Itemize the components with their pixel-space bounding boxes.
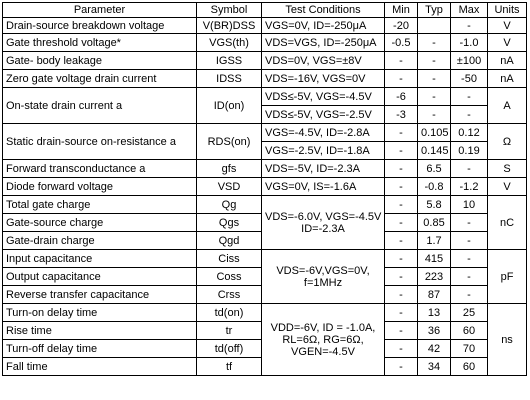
max-cell: - [451, 214, 488, 232]
max-cell: 25 [451, 304, 488, 322]
condition-cell: VGS=-4.5V, ID=-2.8A [262, 124, 385, 142]
unit-cell: V [488, 178, 527, 196]
param-cell: Gate-drain charge [3, 232, 197, 250]
table-row [3, 52, 527, 70]
param-cell: Forward transconductance a [3, 160, 197, 178]
unit-cell: nA [488, 52, 527, 70]
condition-cell: VGS=0V, ID=-250μA [262, 18, 385, 34]
condition-line: VGEN=-4.5V [291, 345, 355, 358]
typ-cell: - [418, 70, 451, 88]
param-cell: Drain-source breakdown voltage [3, 18, 197, 34]
max-cell: - [451, 268, 488, 286]
param-cell: Turn-on delay time [3, 304, 197, 322]
min-cell: -0.5 [385, 34, 418, 52]
symbol-cell: VGS(th) [197, 34, 262, 52]
typ-cell: 13 [418, 304, 451, 322]
column-header-parameter: Parameter [3, 3, 197, 18]
typ-cell: 0.85 [418, 214, 451, 232]
min-cell: -3 [385, 106, 418, 124]
column-header-max: Max [451, 3, 488, 18]
param-cell: Zero gate voltage drain current [3, 70, 197, 88]
symbol-cell: Qgs [197, 214, 262, 232]
column-header-test-conditions: Test Conditions [262, 3, 385, 18]
min-cell: -6 [385, 88, 418, 106]
condition-cell: VDS=0V, VGS=±8V [262, 52, 385, 70]
max-cell: -1.0 [451, 34, 488, 52]
capacitance-conditions [262, 250, 385, 304]
symbol-cell: gfs [197, 160, 262, 178]
param-cell: Fall time [3, 358, 197, 376]
unit-cell: Ω [488, 124, 527, 160]
typ-cell: 6.5 [418, 160, 451, 178]
param-cell: Total gate charge [3, 196, 197, 214]
max-cell: -50 [451, 70, 488, 88]
unit-cell: nA [488, 70, 527, 88]
symbol-cell: ID(on) [197, 88, 262, 124]
min-cell: - [385, 286, 418, 304]
typ-cell: 36 [418, 322, 451, 340]
symbol-cell: IGSS [197, 52, 262, 70]
min-cell: - [385, 268, 418, 286]
table-row [3, 160, 527, 178]
table-row [3, 196, 527, 214]
symbol-cell: VSD [197, 178, 262, 196]
column-header-min: Min [385, 3, 418, 18]
typ-cell: 223 [418, 268, 451, 286]
param-cell: Rise time [3, 322, 197, 340]
unit-cell: pF [488, 250, 527, 304]
typ-cell: 415 [418, 250, 451, 268]
typ-cell: 0.145 [418, 142, 451, 160]
specifications-table [2, 2, 527, 376]
typ-cell: - [418, 52, 451, 70]
unit-cell: V [488, 18, 527, 34]
max-cell: -1.2 [451, 178, 488, 196]
symbol-cell: Qg [197, 196, 262, 214]
max-cell: 0.12 [451, 124, 488, 142]
max-cell: 70 [451, 340, 488, 358]
max-cell: - [451, 160, 488, 178]
condition-cell: VGS=0V, IS=-1.6A [262, 178, 385, 196]
typ-cell: 42 [418, 340, 451, 358]
typ-cell: 1.7 [418, 232, 451, 250]
typ-cell: 34 [418, 358, 451, 376]
min-cell: - [385, 340, 418, 358]
min-cell: - [385, 160, 418, 178]
min-cell: - [385, 232, 418, 250]
max-cell: - [451, 88, 488, 106]
typ-cell: -0.8 [418, 178, 451, 196]
symbol-cell: td(off) [197, 340, 262, 358]
symbol-cell: V(BR)DSS [197, 18, 262, 34]
condition-cell: VDS=VGS, ID=-250μA [262, 34, 385, 52]
table-row [3, 88, 527, 106]
min-cell: - [385, 304, 418, 322]
min-cell: - [385, 250, 418, 268]
table-header-row [3, 3, 527, 18]
param-cell: Static drain-source on-resistance a [3, 124, 197, 160]
condition-cell: VDS≤-5V, VGS=-2.5V [262, 106, 385, 124]
table-row [3, 178, 527, 196]
typ-cell: - [418, 88, 451, 106]
param-cell: Gate threshold voltage* [3, 34, 197, 52]
min-cell: - [385, 124, 418, 142]
table-row [3, 250, 527, 268]
symbol-cell: Ciss [197, 250, 262, 268]
column-header-units: Units [488, 3, 527, 18]
symbol-cell: Coss [197, 268, 262, 286]
symbol-cell: Qgd [197, 232, 262, 250]
max-cell: 60 [451, 358, 488, 376]
param-cell: Gate- body leakage [3, 52, 197, 70]
param-cell: Reverse transfer capacitance [3, 286, 197, 304]
unit-cell: A [488, 88, 527, 124]
min-cell: - [385, 142, 418, 160]
max-cell: - [451, 250, 488, 268]
typ-cell: - [418, 34, 451, 52]
condition-line: VDS=-6V,VGS=0V, [276, 264, 370, 277]
typ-cell: 0.105 [418, 124, 451, 142]
min-cell: - [385, 178, 418, 196]
max-cell: - [451, 106, 488, 124]
column-header-symbol: Symbol [197, 3, 262, 18]
symbol-cell: tf [197, 358, 262, 376]
condition-line: VDS=-6.0V, VGS=-4.5V [265, 210, 382, 223]
max-cell: ±100 [451, 52, 488, 70]
table-row [3, 70, 527, 88]
typ-cell: 87 [418, 286, 451, 304]
switching-conditions [262, 304, 385, 376]
condition-cell: VGS=-2.5V, ID=-1.8A [262, 142, 385, 160]
symbol-cell: td(on) [197, 304, 262, 322]
symbol-cell: Crss [197, 286, 262, 304]
typ-cell: - [418, 106, 451, 124]
param-cell: Diode forward voltage [3, 178, 197, 196]
min-cell: - [385, 70, 418, 88]
symbol-cell: IDSS [197, 70, 262, 88]
typ-cell: 5.8 [418, 196, 451, 214]
condition-cell: VDS=-16V, VGS=0V [262, 70, 385, 88]
max-cell: - [451, 286, 488, 304]
min-cell: - [385, 322, 418, 340]
min-cell: - [385, 196, 418, 214]
param-cell: Input capacitance [3, 250, 197, 268]
unit-cell: ns [488, 304, 527, 376]
param-cell: Gate-source charge [3, 214, 197, 232]
typ-cell [418, 18, 451, 34]
param-cell: Output capacitance [3, 268, 197, 286]
table-row [3, 124, 527, 142]
condition-line: RL=6Ω, RG=6Ω, [282, 333, 364, 346]
unit-cell: V [488, 34, 527, 52]
condition-line: VDD=-6V, ID = -1.0A, [270, 321, 376, 334]
min-cell: -20 [385, 18, 418, 34]
min-cell: - [385, 358, 418, 376]
min-cell: - [385, 214, 418, 232]
max-cell: 0.19 [451, 142, 488, 160]
symbol-cell: RDS(on) [197, 124, 262, 160]
condition-cell: VDS=-5V, ID=-2.3A [262, 160, 385, 178]
unit-cell: nC [488, 196, 527, 250]
max-cell: - [451, 232, 488, 250]
unit-cell: S [488, 160, 527, 178]
condition-line: ID=-2.3A [301, 222, 345, 235]
param-cell: Turn-off delay time [3, 340, 197, 358]
max-cell: 10 [451, 196, 488, 214]
condition-line: f=1MHz [303, 276, 343, 289]
symbol-cell: tr [197, 322, 262, 340]
max-cell: - [451, 18, 488, 34]
param-cell: On-state drain current a [3, 88, 197, 124]
column-header-typ: Typ [418, 3, 451, 18]
min-cell: - [385, 52, 418, 70]
table-row [3, 18, 527, 34]
table-row [3, 34, 527, 52]
gate-charge-conditions [262, 196, 385, 250]
condition-cell: VDS≤-5V, VGS=-4.5V [262, 88, 385, 106]
table-row [3, 304, 527, 322]
max-cell: 60 [451, 322, 488, 340]
